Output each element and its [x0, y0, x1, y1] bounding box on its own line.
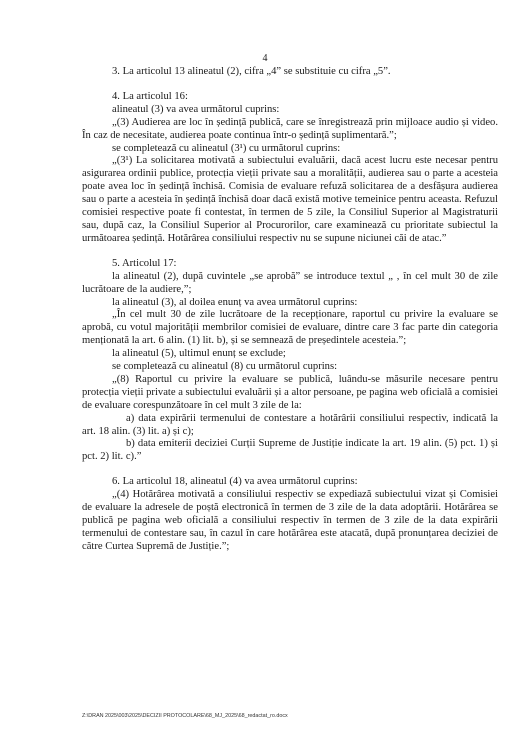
- paragraph-gap: [82, 464, 498, 476]
- paragraph: „(3) Audierea are loc în ședință publică, care se înregistrează prin mijloace audio și video. În caz de necesitate, audierea poate continua într-o ședință suplimentară.”;: [82, 116, 498, 141]
- file-path-footer: Z:\DRAN 2025\003\2025\DECIZII PROTOCOLARE\68_MJ_2025\68_redactat_ro.docx: [82, 713, 288, 719]
- paragraph: a) data expirării termenului de contestare a hotărârii consiliului respectiv, indicată la art. 18 alin. (3) lit. a) și c);: [82, 412, 498, 437]
- paragraph: alineatul (3) va avea următorul cuprins:: [112, 103, 280, 115]
- document-body: [82, 66, 498, 554]
- paragraph: 3. La articolul 13 alineatul (2), cifra „4” se substituie cu cifra „5”.: [112, 66, 391, 77]
- paragraph: la alineatul (5), ultimul enunț se exclude;: [112, 348, 286, 360]
- paragraph: „În cel mult 30 de zile lucrătoare de la recepționare, raportul cu privire la evaluare se aprobă, cu votul majorității membrilor comisiei de evaluare, dintre care 3 fac parte din categoria menționată la art. 6 alin. (1) lit. b), și se semnează de președintele acesteia.”;: [82, 309, 498, 347]
- paragraph: „(3¹) La solicitarea motivată a subiectului evaluării, dacă acest lucru este necesar pentru asigurarea ordinii publice, protecția vieții private sau a moralității, audierea sau o parte a acesteia poate avea loc în ședință închisă. Comisia de evaluare refuză solicitarea de a desfășura audierea sau o parte a acesteia în ședință închisă doar dacă există motive temeinice pentru aceasta. Refuzul comisiei respective poate fi contestat, în termen de 5 zile, la Consiliul Superior al Magistraturii sau, după caz, la Consiliul Superior al Procurorilor, care examinează cu prioritate subiectul la următoarea ședință. Hotărârea consiliului respectiv nu se supune niciunei căi de atac.”: [82, 155, 498, 244]
- paragraph: 5. Articolul 17:: [112, 257, 177, 269]
- paragraph: la alineatul (2), după cuvintele „se aprobă” se introduce textul „ , în cel mult 30 de zile lucrătoare de la audiere,”;: [82, 270, 498, 295]
- paragraph: la alineatul (3), al doilea enunț va avea următorul cuprins:: [112, 296, 358, 308]
- paragraph: 6. La articolul 18, alineatul (4) va avea următorul cuprins:: [112, 476, 358, 488]
- paragraph: 4. La articolul 16:: [112, 90, 188, 102]
- paragraph-gap: [82, 246, 498, 258]
- paragraph-gap: [82, 79, 498, 91]
- page-number: 4: [262, 53, 268, 64]
- paragraph: b) data emiterii deciziei Curții Supreme de Justiție indicate la art. 19 alin. (5) pct. 1) și pct. 2) lit. c).”: [82, 438, 498, 463]
- paragraph: se completează cu alineatul (8) cu următorul cuprins:: [112, 361, 338, 373]
- paragraph: „(8) Raportul cu privire la evaluare se publică, luându-se măsurile necesare pentru protecția vieții private a subiectului evaluării și a altor persoane, pe pagina web oficială a comisiei de evaluare corespunzătoare în cel mult 3 zile de la:: [82, 373, 498, 411]
- paragraph: se completează cu alineatul (3¹) cu următorul cuprins:: [112, 142, 341, 154]
- paragraph: „(4) Hotărârea motivată a consiliului respectiv se expediază subiectului vizat și Comisiei de evaluare la adresele de poștă electronică în termen de 3 zile de la data adoptării. Hotărârea se publică pe pagina web oficială a consiliului respectiv în termen de 3 zile de la data expirării termenului de contestare sau, în cazul în care hotărârea este atacată, după pronunțarea deciziei de către Curtea Supremă de Justiție.”;: [82, 489, 498, 552]
